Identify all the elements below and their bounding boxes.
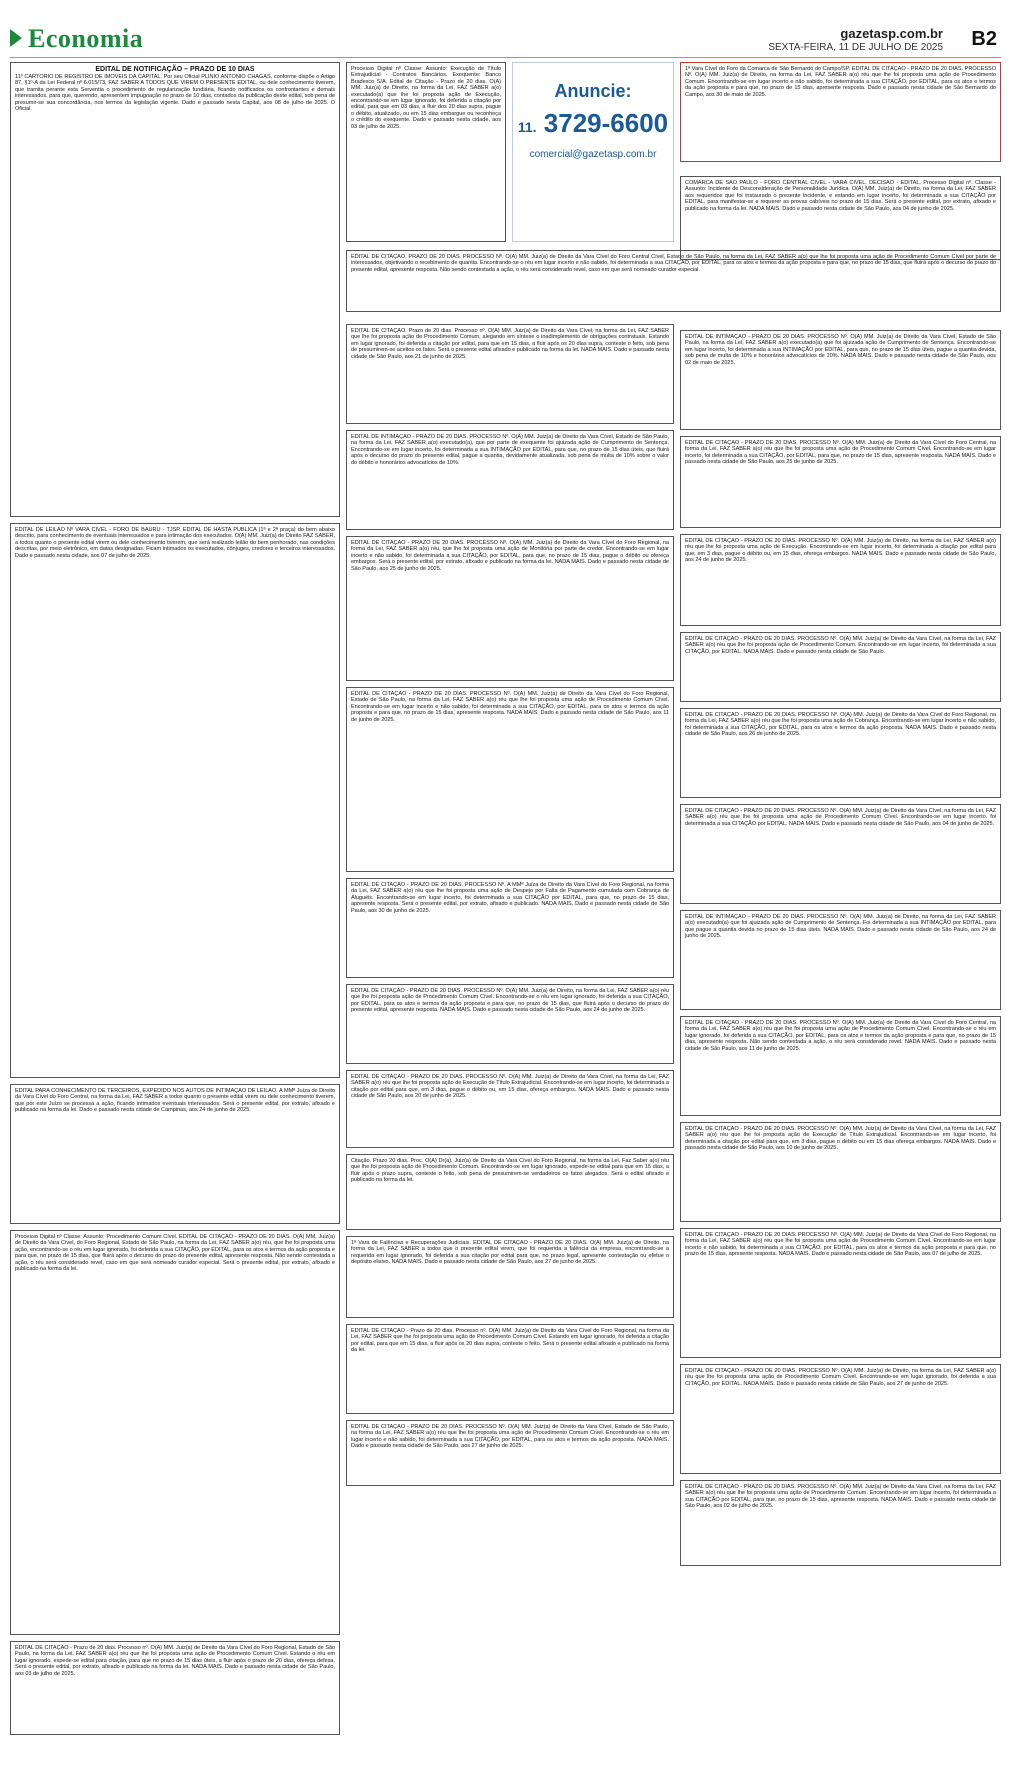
header-divider: [10, 57, 1001, 58]
legal-notice: [10, 62, 340, 517]
notice-body: EDITAL DE CITAÇÃO - PRAZO DE 20 DIAS. PROCESSO Nº. O(A) MM. Juiz(a) de Direito da Vara Cível, na forma da Lei, FAZ SABER a(o) réu que lhe foi proposta uma ação de Procedimento Comum Cível. Encontrando-se em lugar incerto, foi determinada a sua CITAÇÃO por EDITAL. NADA MAIS. Dado e passado nesta cidade de São Paulo, aos 04 de junho de 2025.: [685, 808, 996, 827]
section-title: Economia: [28, 24, 144, 53]
notice-body: Processo Digital nº Classe: Assunto: Execução de Título Extrajudicial - Contratos Bancários. Exequente: Banco Bradesco S/A. Edital de Citação - Prazo de 20 dias. O(A) MM. Juiz(a) de Direito, na forma da Lei, FAZ SABER a(o) executado(a) que lhe foi proposta ação de Execução, encontrando-se em lugar ignorado, foi deferida a citação por edital, para que em 03 dias, a fluir dos 20 dias supra, pague o débito, atualizado, ou em 15 dias embargue ou reconheça o crédito do exequente. Dado e passado nesta cidade, aos 03 de julho de 2025.: [351, 66, 501, 130]
legal-notice: [346, 1324, 674, 1414]
notice-body: COMARCA DE SÃO PAULO - FORO CENTRAL CÍVEL - VARA CÍVEL. DECISÃO - EDITAL. Processo Digital nº. Classe - Assunto: Incidente de Desconsideração de Personalidade Jurídica. O(A) MM. Juiz(a) de Direito, na forma da Lei, FAZ SABER aos requeridos que foi instaurado o presente incidente, e estando em lugar incerto, foi determinada a sua CITAÇÃO por EDITAL, para manifestar-se e requerer as provas cabíveis no prazo de 15 dias. Será o presente edital, por extrato, afixado e publicado na forma da lei. NADA MAIS. Dado e passado nesta cidade de São Paulo, aos 04 de junho de 2025.: [685, 180, 996, 212]
legal-notice: [346, 687, 674, 872]
notice-body: EDITAL DE CITAÇÃO - PRAZO DE 20 DIAS. PROCESSO Nº. O(A) MM. Juiz(a) de Direito, na forma da Lei, FAZ SABER a(o) réu que lhe foi proposta ação de Procedimento Comum Cível. Encontrando-se o réu em lugar ignorado, foi deferida a sua CITAÇÃO, por EDITAL, para os atos e termos da ação proposta e para que, no prazo de 15 dias, que fluirá após o decurso do prazo do presente edital, apresente resposta. NADA MAIS. Dado e passado nesta cidade de São Paulo, aos 24 de junho de 2025.: [351, 988, 669, 1014]
legal-notice: [346, 62, 506, 242]
notice-body: EDITAL DE CITAÇÃO - PRAZO DE 20 DIAS. PROCESSO Nº. O(A) MM. Juiz(a) de Direito da Vara Cível do Foro Central, na forma da Lei, FAZ SABER a(o) réu que lhe foi proposta uma ação de Procedimento Comum Cível. Encontrando-se o réu em lugar ignorado, foi deferida a sua CITAÇÃO, por EDITAL, para os atos e termos da ação proposta e para que, no prazo de 15 dias, apresente resposta. Não sendo contestada a ação, o réu será considerado revel. NADA MAIS. Dado e passado nesta cidade de São Paulo, aos 11 de junho de 2025.: [685, 1020, 996, 1052]
legal-notice: [680, 176, 1001, 260]
notice-body: EDITAL DE CITAÇÃO - PRAZO DE 20 DIAS. PROCESSO Nº. O(A) MM. Juiz(a) de Direito da Vara Cível do Foro Regional, na forma da Lei, FAZ SABER a(o) réu que lhe foi proposta uma ação de Procedimento Comum Cível. Encontrando-se em lugar incerto e não sabido, foi determinada a sua CITAÇÃO, por EDITAL, para os atos e termos da ação proposta e para que, no prazo de 15 dias, apresente resposta. NADA MAIS. Dado e passado nesta cidade de São Paulo, aos 07 de julho de 2025.: [685, 1232, 996, 1258]
legal-notice: [680, 330, 1001, 430]
advertisement[interactable]: [512, 62, 674, 242]
legal-notice: [680, 1364, 1001, 1474]
legal-notice: [346, 878, 674, 978]
ad-phone: [513, 108, 673, 139]
legal-notice: [346, 430, 674, 530]
edition-date: SEXTA-FEIRA, 11 DE JULHO DE 2025: [768, 42, 943, 53]
legal-notice: [346, 536, 674, 681]
notice-body: EDITAL DE CITAÇÃO - PRAZO DE 20 DIAS. PROCESSO Nº. O(A) MM. Juiz(a) de Direito da Vara Cível do Foro Regional, Estado de São Paulo, na forma da Lei, FAZ SABER a(o) réu que lhe foi proposta uma ação de Procedimento Comum Cível. Encontrando-se em lugar incerto e não sabido, foi determinada a sua CITAÇÃO, por EDITAL, para os atos e termos da ação proposta e para que, no prazo de 15 dias, apresente resposta. NADA MAIS. Dado e passado nesta cidade de São Paulo, aos 11 de junho de 2025.: [351, 691, 669, 723]
notice-body: EDITAL DE CITAÇÃO - PRAZO DE 20 DIAS. PROCESSO Nº. O(A) MM. Juiz(a) de Direito da Vara Cível, Estado de São Paulo, na forma da Lei, FAZ SABER a(o) réu que lhe foi proposta uma ação de Procedimento Comum Cível. Encontrando-se o réu em lugar incerto e não sabido, foi determinada a sua CITAÇÃO, por EDITAL, para os atos e termos da ação proposta. NADA MAIS. Dado e passado nesta cidade de São Paulo, aos 27 de junho de 2025.: [351, 1424, 669, 1450]
notice-body: EDITAL DE CITAÇÃO - PRAZO DE 20 DIAS. PROCESSO Nº. O(A) MM. Juiz(a) de Direito, na forma da Lei, FAZ SABER a(o) réu que lhe foi proposta uma ação de Procedimento Comum Cível. Encontrando-se em lugar ignorado, foi deferida a sua CITAÇÃO, por EDITAL. NADA MAIS. Dado e passado nesta cidade de São Paulo, aos 27 de junho de 2025.: [685, 1368, 996, 1387]
legal-notice: [10, 1641, 340, 1735]
legal-notice: [680, 708, 1001, 798]
notice-body: EDITAL DE CITAÇÃO - PRAZO DE 20 DIAS. PROCESSO Nº. O(A) MM. Juiz(a) de Direito da Vara Cível do Foro Central, na forma da Lei, FAZ SABER a(o) réu que lhe foi proposta uma ação de Procedimento Comum Cível. Encontrando-se em lugar incerto, foi determinada a sua CITAÇÃO, por EDITAL, para que, no prazo de 15 dias, apresente resposta. NADA MAIS. Dado e passado nesta cidade de São Paulo, aos 25 de junho de 2025.: [685, 440, 996, 466]
notice-body: EDITAL DE INTIMAÇÃO - PRAZO DE 20 DIAS. PROCESSO Nº. O(A) MM. Juiz(a) de Direito, na forma da Lei, FAZ SABER a(o) executado(a) que foi ajuizada ação de Cumprimento de Sentença. Foi determinada a sua INTIMAÇÃO por EDITAL, para que pague a quantia devida no prazo de 15 dias úteis. NADA MAIS. Dado e passado nesta cidade de São Paulo, aos 24 de junho de 2025.: [685, 914, 996, 940]
notice-body: EDITAL PARA CONHECIMENTO DE TERCEIROS, EXPEDIDO NOS AUTOS DE INTIMAÇÃO DE LEILÃO. A MMª Juíza de Direito da Vara Cível do Foro Central, na forma da Lei, FAZ SABER a todos quanto o presente edital virem ou dele conhecimento tiverem, que por este Juízo se processa a ação, ficando intimados eventuais interessados. Será o presente edital, por extrato, afixado e publicado na forma da lei. Dado e passado nesta cidade de Campinas, aos 24 de junho de 2025.: [15, 1088, 335, 1114]
notice-body: EDITAL DE CITAÇÃO. PRAZO DE 20 DIAS. PROCESSO Nº. O(A) MM. Juiz(a) de Direito da Vara Cível do Foro Central Cível, Estado de São Paulo, na forma da Lei, FAZ SABER a(o) que lhe foi proposta uma ação de Procedimento Comum Cível por parte de interessados, objetivando o recebimento de quantia. Encontrando-se o réu em lugar incerto e não sabido, foi determinada a sua CITAÇÃO, por EDITAL, para os atos e termos da ação proposta e para que, no prazo de 15 dias, que fluirá após o decurso do prazo do presente edital, apresente resposta. Não sendo contestada a ação, o réu será considerado revel, caso em que será nomeado curador especial.: [351, 254, 996, 273]
column-2: [346, 324, 674, 1492]
legal-notice: [10, 1230, 340, 1635]
column-1: [10, 62, 340, 1741]
column-3: [680, 62, 1001, 1572]
ad-email[interactable]: comercial@gazetasp.com.br: [529, 149, 657, 160]
notice-body: Processo Digital nº Classe: Assunto: Procedimento Comum Cível. EDITAL DE CITAÇÃO - PRAZO DE 20 DIAS. O(A) MM. Juiz(a) de Direito da Vara Cível, do Foro Regional, Estado de São Paulo, na forma da Lei, FAZ SABER a(o) réu, que lhe foi proposta uma ação, encontrando-se o réu em lugar ignorado, foi deferida a sua CITAÇÃO, por EDITAL, para os atos e termos da ação proposta e para que, no prazo de 15 dias, que fluirá após o decurso do prazo do presente edital, apresente resposta. Não sendo contestada a ação, o réu será considerado revel, caso em que será nomeado curador especial. Será o presente edital, por extrato, afixado e publicado na forma da lei.: [15, 1234, 335, 1273]
ad-area-code: 11.: [517, 119, 537, 135]
ad-phone-number: 3729-6600: [543, 108, 669, 138]
site-name[interactable]: gazetasp.com.br: [840, 26, 943, 41]
notice-body: 11º CARTÓRIO DE REGISTRO DE IMÓVEIS DA CAPITAL. Por seu Oficial PLINIO ANTONIO CHAGAS, conforme dispõe o Artigo 87, §1º-A da Lei Federal nº 6.015/73, FAZ SABER A TODOS QUE VIREM O PRESENTE EDITAL, ou dele conhecimento tiverem, que tramita perante esta Serventia o procedimento de regularização fundiária, ficando notificados os confrontantes e demais interessados, para que, querendo, apresentem impugnação no prazo de 10 dias, contados da publicação deste edital, sob pena de presumir-se sua concordância, nos termos da legislação vigente. Dado e passado nesta Capital, aos 08 de julho de 2025. O Oficial.: [15, 74, 335, 113]
legal-notice: [680, 632, 1001, 702]
legal-notice: [680, 804, 1001, 904]
notice-body: EDITAL DE CITAÇÃO - PRAZO DE 20 DIAS. PROCESSO Nº. O(A) MM. Juiz(a) de Direito da Vara Cível, na forma da Lei, FAZ SABER a(o) réu que lhe foi proposta ação de Execução de Título Extrajudicial. Encontrando-se em lugar incerto, foi determinada a citação por edital para que, em 3 dias, pague o débito ou em 15 dias ofereça embargos. NADA MAIS. Dado e passado nesta cidade de São Paulo, aos 10 de junho de 2025.: [685, 1126, 996, 1152]
ad-headline: Anuncie:: [554, 81, 632, 101]
legal-notice: [680, 910, 1001, 1010]
notice-body: EDITAL DE CITAÇÃO - Prazo de 20 dias. Processo nº. O(A) MM. Juiz(a) de Direito da Vara Cível do Foro Regional, Estado de São Paulo, na forma da Lei, FAZ SABER a(o) réu que lhe foi proposta uma ação de Procedimento Comum Cível. Estando o réu em lugar ignorado, expede-se edital para citação, para que no prazo de 15 dias úteis, a fluir após o prazo de 20 dias, ofereça defesa. Será o presente edital, por extrato, afixado e publicado na forma da lei. NADA MAIS. Dado e passado nesta cidade de São Paulo, aos 03 de julho de 2025.: [15, 1645, 335, 1677]
legal-notice: [680, 534, 1001, 626]
notice-title: EDITAL DE NOTIFICAÇÃO – PRAZO DE 10 DIAS: [95, 66, 255, 73]
notice-body: EDITAL DE CITAÇÃO - PRAZO DE 20 DIAS. PROCESSO Nº. O(A) MM. Juiz(a) de Direito da Vara Cível, na forma da Lei, FAZ SABER a(o) réu que lhe foi proposta uma ação de Procedimento Comum. Encontrando-se em lugar incerto, foi determinada a sua CITAÇÃO por EDITAL, para que, no prazo de 15 dias, apresente resposta. NADA MAIS. Dado e passado nesta cidade de São Paulo, aos 02 de julho de 2025.: [685, 1484, 996, 1510]
legal-notice: [346, 1070, 674, 1148]
legal-notice: [346, 324, 674, 424]
notice-body: EDITAL DE CITAÇÃO - PRAZO DE 20 DIAS. PROCESSO Nº. A MMª Juíza de Direito da Vara Cível do Foro Regional, na forma da Lei, FAZ SABER a(o) réu que lhe foi proposta uma ação de Despejo por Falta de Pagamento cumulada com Cobrança de Aluguéis. Encontrando-se em lugar incerto, foi determinada a sua CITAÇÃO por EDITAL, para que, no prazo de 15 dias, apresente resposta. Será o presente edital, por extrato, afixado e publicado. NADA MAIS. Dado e passado nesta cidade de São Paulo, aos 30 de junho de 2025.: [351, 882, 669, 914]
notice-body: EDITAL DE CITAÇÃO - PRAZO DE 20 DIAS. PROCESSO Nº. O(A) MM. Juiz(a) de Direito da Vara Cível do Foro Regional, na forma da Lei, FAZ SABER a(o) réu que lhe foi proposta uma ação de Cobrança. Encontrando-se em lugar incerto e não sabido, foi determinada a sua CITAÇÃO, por EDITAL, para os atos e termos da ação proposta. NADA MAIS. Dado e passado nesta cidade de São Paulo, aos 26 de junho de 2025.: [685, 712, 996, 738]
legal-notice: [680, 1228, 1001, 1358]
legal-notice: [346, 1154, 674, 1230]
legal-notice: [680, 1122, 1001, 1222]
notice-body: EDITAL DE LEILÃO Nº VARA CÍVEL - FORO DE BAURU - TJSP. EDITAL DE HASTA PÚBLICA (1ª e 2ª praça) do bem abaixo descrito, para conhecimento de eventuais interessados e para intimação dos executados. O(A) MM. Juiz(a) de Direito FAZ SABER, a todos quanto o presente edital virem ou dele conhecimento tiverem, que será realizado leilão do bem penhorado, nas condições descritas, por meio eletrônico, em datas designadas. Ficam intimados os executados, cônjuges, credores e terceiros interessados. Dado e passado nesta cidade, aos 07 de julho de 2025.: [15, 527, 335, 559]
notice-body: EDITAL DE INTIMAÇÃO - PRAZO DE 20 DIAS. PROCESSO Nº. O(A) MM. Juiz(a) de Direito da Vara Cível, Estado de São Paulo, na forma da Lei, FAZ SABER a(o) executado(a) que foi ajuizada ação de Cumprimento de Sentença. Encontrando-se em lugar incerto, foi determinada a sua INTIMAÇÃO por EDITAL, para que, no prazo de 15 dias úteis, pague a quantia devida, sob pena de multa de 10% e honorários advocatícios de 10%. NADA MAIS. Dado e passado nesta cidade de São Paulo, aos 02 de maio de 2025.: [685, 334, 996, 366]
legal-notice: [346, 1236, 674, 1318]
notice-body: EDITAL DE CITAÇÃO - PRAZO DE 20 DIAS. PROCESSO Nº. O(A) MM. Juiz(a) de Direito da Vara Cível, na forma da Lei, FAZ SABER a(o) réu que lhe foi proposta ação de Procedimento Comum. Encontrando-se em lugar incerto, foi determinada a sua CITAÇÃO, por EDITAL. NADA MAIS. Dado e passado nesta cidade de São Paulo.: [685, 636, 996, 655]
notice-body: 1ª Vara Cível do Foro da Comarca de São Bernardo do Campo/SP. EDITAL DE CITAÇÃO - PRAZO DE 20 DIAS. PROCESSO Nº. O(A) MM. Juiz(a) de Direito, na forma da Lei, FAZ SABER a(o) réu que lhe foi proposta uma ação de Procedimento Comum. Encontrando-se em lugar incerto e não sabido, foi determinada a sua CITAÇÃO, por EDITAL, para os atos e termos da ação proposta e para que, no prazo de 15 dias, apresente resposta. Dado e passado nesta cidade de São Bernardo do Campo, aos 30 de maio de 2025.: [685, 66, 996, 98]
legal-notice: [680, 62, 1001, 162]
notice-body: Citação. Prazo 20 dias. Proc. O(A) Dr(a). Juiz(a) de Direito da Vara Cível do Foro Regional, na forma da Lei, Faz Saber a(o) réu que lhe foi proposta ação de Procedimento Comum. Encontrando-se em lugar ignorado, expede-se edital para que em 15 dias, a fluir após o prazo supra, conteste o feito, sob pena de presumirem-se verdadeiros os fatos alegados. Será o edital afixado e publicado na forma da lei.: [351, 1158, 669, 1184]
legal-notice: [680, 1480, 1001, 1566]
page-number: B2: [971, 28, 997, 50]
legal-notice: [10, 1084, 340, 1224]
notice-body: EDITAL DE CITAÇÃO - PRAZO DE 20 DIAS. PROCESSO Nº. O(A) MM. Juiz(a) de Direito da Vara Cível, na forma da Lei, FAZ SABER a(o) réu que lhe foi proposta ação de Execução de Título Extrajudicial. Encontrando-se em lugar incerto, foi determinada a citação por edital para que, em 3 dias, pague o débito ou, em 15 dias, ofereça embargos. NADA MAIS. Dado e passado nesta cidade de São Paulo, aos 20 de junho de 2025.: [351, 1074, 669, 1100]
chevron-right-icon: [10, 29, 22, 47]
notice-body: EDITAL DE CITAÇÃO - Prazo de 20 dias. Processo nº. O(A) MM. Juiz(a) de Direito da Vara Cível do Foro Regional, na forma da Lei, FAZ SABER que lhe foi proposta uma ação de Procedimento Comum Cível. Estando em lugar ignorado, foi deferida a citação por edital, para que em 15 dias, a fluir após os 20 dias supra, conteste o feito. Será o presente edital afixado e publicado na forma da lei.: [351, 1328, 669, 1354]
notice-body: EDITAL DE CITAÇÃO. Prazo de 20 dias. Processo nº. O(A) MM. Juiz(a) de Direito da Vara Cível, na forma da Lei, FAZ SABER que lhe foi proposta ação de Procedimento Comum, alegando em síntese o inadimplemento de obrigações contratuais. Estando em lugar ignorado, foi deferida a citação por edital, para que em 15 dias, a fluir após os 20 dias supra, conteste o feito, sob pena de presumirem-se aceitos os fatos. Será o presente edital afixado e publicado na forma da lei. NADA MAIS. Dado e passado nesta cidade de São Paulo, aos 21 de junho de 2025.: [351, 328, 669, 360]
notice-body: EDITAL DE INTIMAÇÃO - PRAZO DE 20 DIAS. PROCESSO Nº. O(A) MM. Juiz(a) de Direito da Vara Cível, Estado de São Paulo, na forma da Lei, FAZ SABER a(o) executado(a), que por parte de exequente foi ajuizada ação de Cumprimento de Sentença. Encontrando-se em lugar incerto, foi determinada a sua INTIMAÇÃO por EDITAL, para que, no prazo de 15 dias úteis, que fluirá após o decurso do prazo do presente edital, pague a quantia, devidamente atualizada, sob pena de multa de 10% sobre o valor do débito e honorários advocatícios de 10%.: [351, 434, 669, 466]
legal-notice: [680, 436, 1001, 528]
legal-notice: [10, 523, 340, 1078]
legal-notice: [680, 1016, 1001, 1116]
notice-body: 1ª Vara de Falências e Recuperações Judiciais. EDITAL DE CITAÇÃO - PRAZO DE 20 DIAS. O(A) MM. Juiz(a) de Direito, na forma da Lei, FAZ SABER a todos que o presente edital virem, que foi requerida a falência da empresa, encontrando-se a requerida em lugar ignorado, foi deferida a sua citação por edital para que, no prazo legal, apresente contestação ou efetue o depósito elisivo. NADA MAIS. Dado e passado nesta cidade de São Paulo, aos 27 de junho de 2025.: [351, 1240, 669, 1266]
legal-notice: [346, 1420, 674, 1486]
notice-body: EDITAL DE CITAÇÃO - PRAZO DE 20 DIAS. PROCESSO Nº. O(A) MM. Juiz(a) de Direito, na forma da Lei, FAZ SABER a(o) réu que lhe foi proposta uma ação de Execução. Encontrando-se em lugar incerto, foi determinada a citação por edital para que, em 3 dias, pague o débito ou, em 15 dias, ofereça embargos. NADA MAIS. Dado e passado nesta cidade de São Paulo, aos 24 de junho de 2025.: [685, 538, 996, 564]
page-header: [0, 0, 1011, 58]
notice-body: EDITAL DE CITAÇÃO - PRAZO DE 20 DIAS. PROCESSO Nº. O(A) MM. Juiz(a) de Direito da Vara Cível do Foro Regional, na forma da Lei, FAZ SABER a(o) réu, que lhe foi proposta uma ação de Monitória por parte de credor. Encontrando-se em lugar incerto e não sabido, foi determinada a sua CITAÇÃO, por EDITAL, para que, no prazo de 15 dias, pague o débito ou ofereça embargos. Será o presente edital, por extrato, afixado e publicado na forma da lei. NADA MAIS. Dado e passado nesta cidade de São Paulo, aos 25 de junho de 2025.: [351, 540, 669, 572]
legal-notice: [346, 984, 674, 1064]
